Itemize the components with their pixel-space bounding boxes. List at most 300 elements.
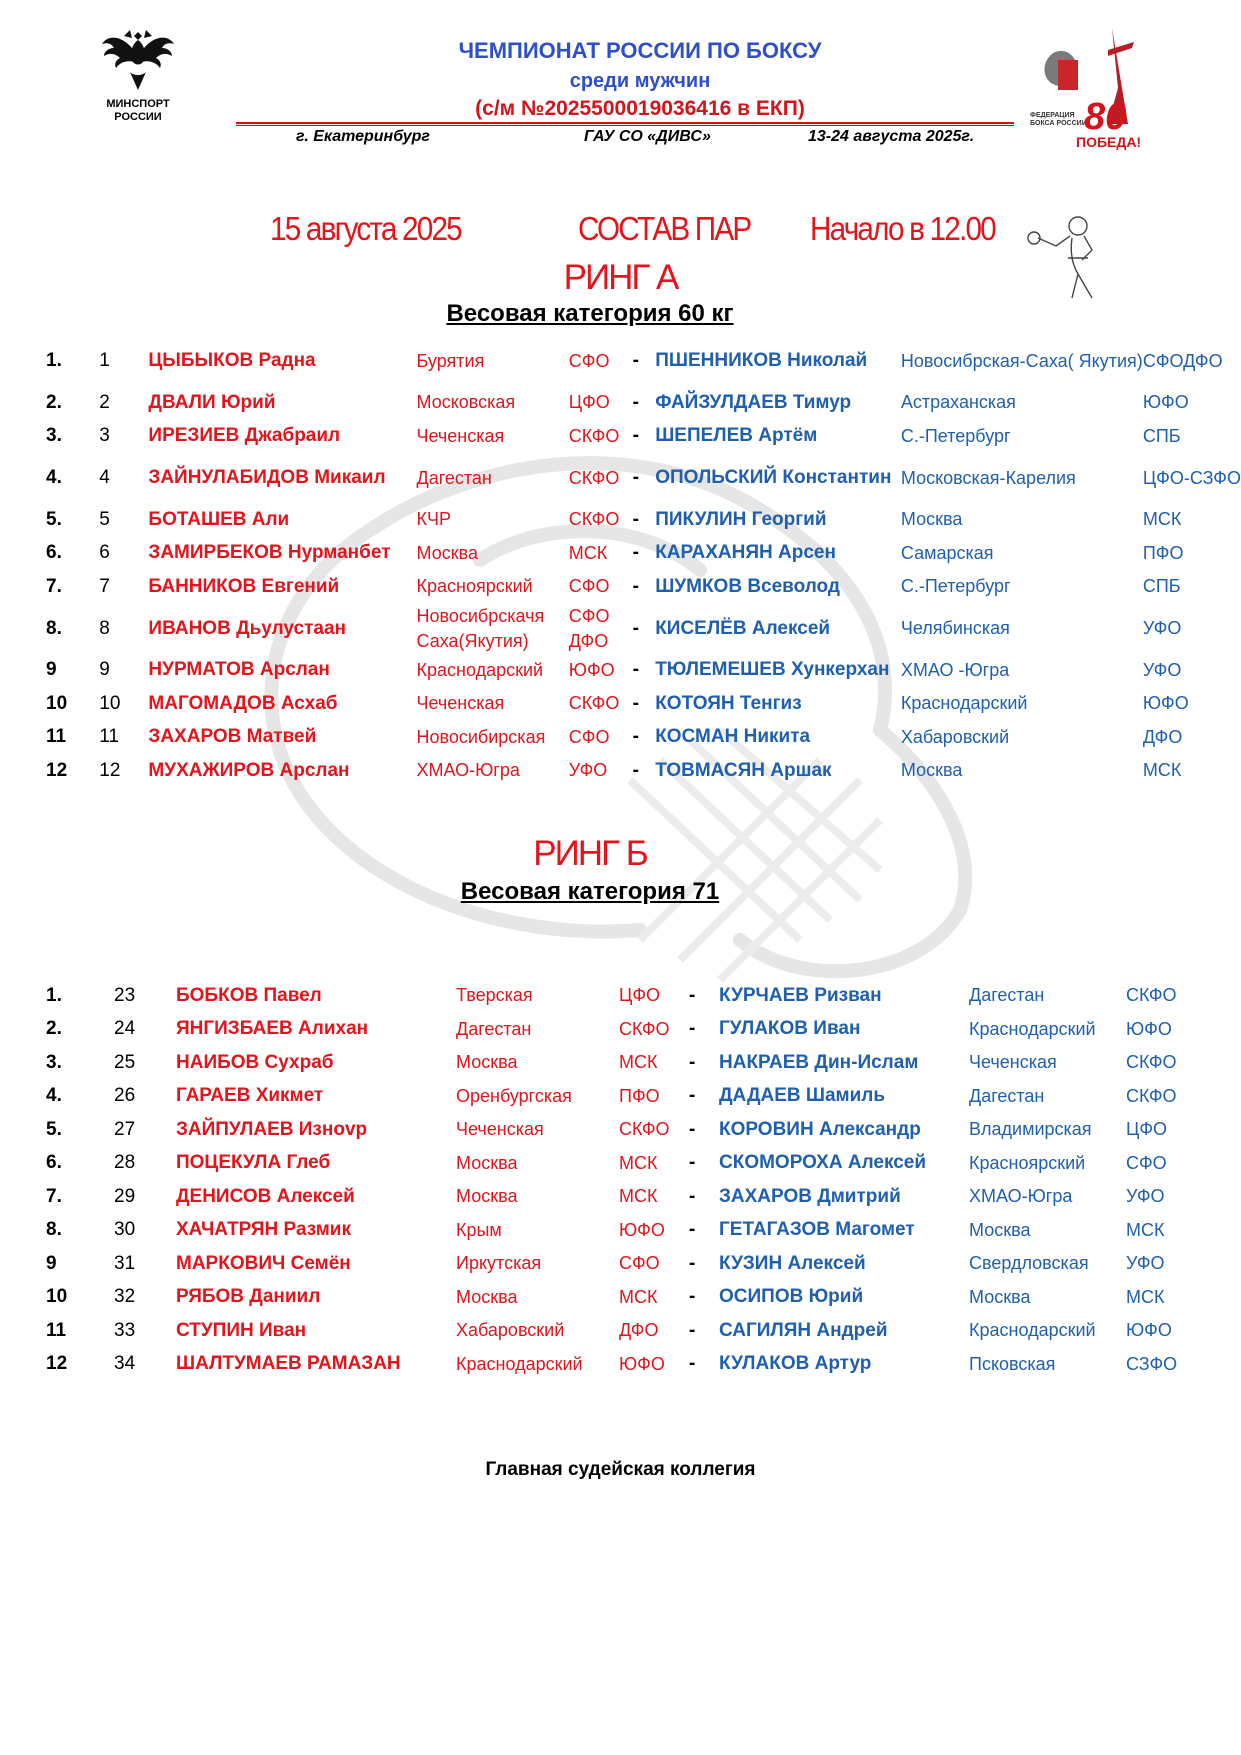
- blue-corner-region: [901, 604, 1143, 654]
- blue-corner-district: [1126, 1180, 1177, 1214]
- blue-corner-region: [969, 1046, 1126, 1080]
- blue-corner-region: [901, 453, 1143, 503]
- red-corner-district-line: ЦФО: [619, 985, 661, 1006]
- blue-corner-region-line: Челябинская: [900, 618, 1010, 638]
- red-corner-region: [456, 1147, 619, 1181]
- versus-separator: -: [689, 1018, 696, 1040]
- red-corner-region: [456, 1013, 619, 1047]
- row-number: 4.: [46, 1085, 62, 1107]
- red-corner-district-line: МСК: [619, 1186, 658, 1207]
- red-corner-boxer: ДВАЛИ Юрий: [148, 391, 276, 413]
- bout-number: 34: [114, 1353, 136, 1375]
- red-corner-region: [456, 1247, 619, 1281]
- blue-corner-region: [901, 336, 1143, 386]
- red-corner-district: [569, 453, 633, 503]
- blue-corner-region: [969, 1080, 1126, 1114]
- minsport-logo-line1: МИНСПОРТ: [106, 98, 170, 110]
- versus-separator: -: [689, 1353, 696, 1375]
- blue-corner-region-line: Саха( Якутия): [1025, 350, 1143, 371]
- red-corner-boxer: ДЕНИСОВ Алексей: [176, 1185, 355, 1207]
- red-corner-district-line: МСК: [568, 542, 608, 563]
- blue-corner-region-line: Свердловская: [969, 1253, 1089, 1274]
- bout-number: 9: [99, 659, 110, 681]
- bout-row: [38, 503, 1241, 537]
- bout-number: 32: [114, 1286, 136, 1308]
- blue-corner-region: [969, 1147, 1126, 1181]
- versus-separator: -: [632, 350, 639, 371]
- blue-corner-boxer: ШЕПЕЛЕВ Артём: [655, 425, 818, 447]
- ring-a-weight-category: Весовая категория 60 кг: [446, 300, 734, 327]
- red-corner-region: [456, 1180, 619, 1214]
- row-number: 4.: [46, 467, 62, 488]
- blue-corner-region: [901, 654, 1143, 688]
- red-corner-region: [417, 570, 569, 604]
- blue-corner-district: [1143, 336, 1241, 386]
- red-corner-district-line: МСК: [619, 1052, 658, 1073]
- blue-corner-district-line: МСК: [1142, 509, 1182, 530]
- red-corner-region-line: Краснодарский: [456, 1353, 583, 1374]
- red-corner-boxer: НУРМАТОВ Арслан: [148, 659, 330, 681]
- red-corner-boxer: НАИБОВ Сухраб: [176, 1051, 334, 1073]
- blue-corner-district-line: ДФО: [1183, 350, 1223, 371]
- red-corner-region: [417, 604, 569, 654]
- red-corner-district: [619, 1080, 689, 1114]
- red-corner-district: [569, 654, 633, 688]
- blue-corner-district-line: УФО: [1142, 618, 1182, 638]
- blue-corner-district: [1143, 604, 1241, 654]
- blue-corner-boxer: КОРОВИН Александр: [719, 1118, 921, 1140]
- bout-number: 8: [99, 617, 110, 639]
- red-corner-region-line: Хабаровский: [456, 1320, 565, 1341]
- blue-corner-district: [1143, 537, 1241, 571]
- blue-corner-boxer: КУЛАКОВ Артур: [719, 1353, 872, 1375]
- red-corner-district-line: СКФО: [568, 693, 620, 714]
- red-corner-region: [417, 754, 569, 788]
- bout-row: [38, 1013, 1177, 1047]
- red-corner-district-line: ПФО: [619, 1085, 660, 1106]
- blue-corner-region-line: Владимирская: [969, 1119, 1092, 1140]
- red-corner-district-line: СКФО: [568, 509, 620, 530]
- blue-corner-district-line: СКФО: [1126, 1085, 1177, 1106]
- blue-corner-boxer: КАРАХАНЯН Арсен: [655, 542, 836, 564]
- blue-corner-region-line: Краснодарский: [900, 693, 1028, 714]
- bout-row: [38, 420, 1241, 454]
- blue-corner-region: [969, 1113, 1126, 1147]
- red-corner-district: [619, 1180, 689, 1214]
- blue-corner-boxer: ОСИПОВ Юрий: [719, 1286, 864, 1308]
- red-corner-district: [569, 604, 633, 654]
- blue-corner-boxer: ГУЛАКОВ Иван: [719, 1018, 861, 1040]
- blue-corner-region-line: Московская-: [900, 467, 1006, 488]
- row-number: 2.: [46, 391, 62, 413]
- blue-corner-region-line: Новосибрская-: [900, 350, 1026, 371]
- row-number: 3.: [46, 1051, 62, 1073]
- red-corner-boxer: ПОЦЕКУЛА Глеб: [176, 1152, 331, 1174]
- row-number: 10: [46, 1286, 68, 1308]
- bout-number: 31: [114, 1252, 136, 1274]
- red-corner-district-line: ЮФО: [619, 1353, 665, 1374]
- red-corner-district-line: СКФО: [568, 467, 620, 488]
- blue-corner-boxer: ОПОЛЬСКИЙ Константин: [655, 467, 892, 488]
- red-corner-district: [619, 1314, 689, 1348]
- red-corner-district-line: СКФО: [568, 425, 620, 446]
- event-dates: 13-24 августа 2025г.: [808, 128, 975, 145]
- bout-row: [38, 654, 1241, 688]
- row-number: 1.: [46, 984, 62, 1006]
- row-number: 1.: [46, 350, 62, 371]
- bout-row: [38, 1080, 1177, 1114]
- versus-separator: -: [632, 542, 639, 564]
- bout-number: 3: [99, 425, 110, 447]
- blue-corner-district-line: МСК: [1142, 760, 1182, 781]
- red-corner-region-line: Дагестан: [416, 467, 492, 488]
- red-corner-region-line: Новосибрскачя: [416, 605, 545, 626]
- bout-number: 7: [99, 575, 110, 597]
- bout-number: 11: [99, 726, 119, 748]
- row-number: 10: [46, 692, 68, 714]
- red-corner-region-line: Москва: [456, 1152, 518, 1173]
- blue-corner-district: [1143, 386, 1241, 420]
- versus-separator: -: [689, 1252, 696, 1274]
- championship-subtitle: среди мужчин: [569, 70, 711, 92]
- red-corner-region: [417, 687, 569, 721]
- red-corner-region-line: КЧР: [416, 509, 451, 530]
- red-corner-district: [569, 503, 633, 537]
- blue-corner-region-line: Самарская: [900, 542, 994, 563]
- red-corner-region: [417, 420, 569, 454]
- start-time: Начало в 12.00: [810, 210, 995, 247]
- red-corner-district: [619, 1147, 689, 1181]
- blue-corner-boxer: КУЗИН Алексей: [719, 1252, 866, 1274]
- versus-separator: -: [632, 692, 639, 714]
- red-corner-district: [619, 979, 689, 1013]
- versus-separator: -: [632, 759, 639, 781]
- red-corner-district-line: СФО: [568, 350, 610, 371]
- red-corner-boxer: ЦЫБЫКОВ Радна: [148, 350, 316, 371]
- blue-corner-district: [1126, 1214, 1177, 1248]
- blue-corner-district: [1126, 1314, 1177, 1348]
- red-corner-region-line: Дагестан: [456, 1018, 532, 1039]
- event-city: г. Екатеринбург: [296, 128, 430, 145]
- red-corner-district-line: СКФО: [619, 1119, 670, 1140]
- row-number: 6.: [46, 542, 62, 564]
- blue-corner-region-line: Москва: [900, 509, 963, 530]
- blue-corner-district-line: СФО: [1142, 350, 1184, 371]
- blue-corner-district-line: СФО: [1126, 1152, 1167, 1173]
- versus-separator: -: [689, 1286, 696, 1308]
- ring-b-title: РИНГ Б: [533, 834, 647, 873]
- bout-number: 29: [114, 1185, 136, 1207]
- blue-corner-district-line: ЮФО: [1142, 693, 1189, 714]
- versus-separator: -: [632, 508, 639, 530]
- row-number: 9: [46, 1252, 57, 1274]
- blue-corner-boxer: ПШЕННИКОВ Николай: [655, 350, 868, 371]
- red-corner-district: [569, 386, 633, 420]
- bout-row: [38, 1247, 1177, 1281]
- blue-corner-boxer: ГЕТАГАЗОВ Магомет: [719, 1219, 915, 1241]
- blue-corner-boxer: КИСЕЛЁВ Алексей: [655, 617, 831, 639]
- red-corner-district: [619, 1214, 689, 1248]
- blue-corner-district: [1126, 1046, 1177, 1080]
- blue-corner-region: [901, 503, 1143, 537]
- versus-separator: -: [689, 1319, 696, 1341]
- blue-corner-boxer: НАКРАЕВ Дин-Ислам: [719, 1051, 919, 1073]
- versus-separator: -: [689, 1219, 696, 1241]
- bout-row: [38, 537, 1241, 571]
- blue-corner-district-line: СЗФО: [1189, 467, 1241, 488]
- blue-corner-region: [901, 754, 1143, 788]
- bout-row: [38, 754, 1241, 788]
- red-corner-region: [456, 1046, 619, 1080]
- red-corner-boxer: ЯНГИЗБАЕВ Алихан: [176, 1018, 369, 1040]
- red-corner-region: [456, 979, 619, 1013]
- blue-corner-district-line: ЦФО-: [1142, 467, 1190, 488]
- blue-corner-district: [1126, 1113, 1177, 1147]
- blue-corner-region-line: Красноярский: [969, 1152, 1086, 1173]
- blue-corner-district-line: ПФО: [1142, 542, 1184, 563]
- blue-corner-district-line: СПБ: [1142, 425, 1181, 446]
- chief-judges-panel: Главная судейская коллегия: [485, 1459, 756, 1480]
- blue-corner-region-line: Дагестан: [969, 1085, 1045, 1106]
- red-corner-district-line: СФО: [568, 576, 610, 597]
- red-corner-boxer: ЗАХАРОВ Матвей: [148, 726, 317, 748]
- blue-corner-region: [969, 1013, 1126, 1047]
- red-corner-district-line: ЮФО: [619, 1219, 665, 1240]
- red-corner-district: [619, 1281, 689, 1315]
- blue-corner-region: [969, 1214, 1126, 1248]
- bout-number: 12: [99, 759, 121, 781]
- boxing-federation-logo: [1030, 20, 1154, 155]
- red-corner-region-line: Иркутская: [456, 1253, 542, 1274]
- blue-corner-district-line: СЗФО: [1126, 1353, 1178, 1374]
- championship-title: ЧЕМПИОНАТ РОССИИ ПО БОКСУ: [458, 38, 822, 63]
- red-corner-district: [619, 1046, 689, 1080]
- blue-corner-district-line: ЮФО: [1142, 392, 1189, 413]
- red-corner-region-line: Крым: [456, 1219, 502, 1240]
- blue-corner-boxer: ДАДАЕВ Шамиль: [719, 1085, 886, 1107]
- row-number: 7.: [46, 1185, 62, 1207]
- blue-corner-district-line: МСК: [1126, 1219, 1165, 1240]
- blue-corner-boxer: ФАЙЗУЛДАЕВ Тимур: [655, 391, 852, 413]
- bout-row: [38, 386, 1241, 420]
- bout-row: [38, 721, 1241, 755]
- blue-corner-district: [1143, 453, 1241, 503]
- ekp-number: (с/м №2025500019036416 в ЕКП): [475, 97, 805, 120]
- red-corner-boxer: ИВАНОВ Дьулустаан: [148, 617, 347, 639]
- bout-number: 6: [99, 542, 110, 564]
- versus-separator: -: [689, 1118, 696, 1140]
- blue-corner-region: [901, 537, 1143, 571]
- eagle-emblem-icon: [98, 26, 178, 98]
- red-corner-region: [417, 386, 569, 420]
- blue-corner-boxer: ЗАХАРОВ Дмитрий: [719, 1185, 901, 1207]
- bout-number: 4: [99, 467, 110, 488]
- red-corner-district: [569, 420, 633, 454]
- blue-corner-region-line: ХМАО -Югра: [900, 659, 1010, 680]
- blue-corner-district: [1143, 570, 1241, 604]
- red-corner-region-line: Москва: [456, 1186, 518, 1207]
- blue-corner-region-line: Краснодарский: [969, 1320, 1096, 1341]
- blue-corner-region-line: Астраханская: [900, 392, 1016, 413]
- bout-row: [38, 570, 1241, 604]
- red-corner-region-line: Новосибирская: [416, 726, 546, 747]
- blue-corner-district-line: МСК: [1126, 1286, 1165, 1307]
- bout-row: [38, 1147, 1177, 1181]
- bout-number: 26: [114, 1085, 136, 1107]
- bout-row: [38, 1180, 1177, 1214]
- red-corner-region: [417, 503, 569, 537]
- blue-corner-region-line: ХМАО-Югра: [969, 1186, 1073, 1207]
- minsport-logo: [88, 26, 188, 124]
- blue-corner-district: [1126, 1247, 1177, 1281]
- red-corner-district-line: УФО: [568, 760, 608, 781]
- red-corner-region-line: Оренбургская: [456, 1085, 572, 1106]
- blue-corner-region: [969, 1348, 1126, 1382]
- bout-row: [38, 453, 1241, 503]
- blue-corner-boxer: КОСМАН Никита: [655, 726, 811, 748]
- anniversary-80: 80: [1084, 96, 1127, 138]
- bout-row: [38, 1281, 1177, 1315]
- bout-row: [38, 1348, 1177, 1382]
- red-corner-boxer: РЯБОВ Даниил: [176, 1286, 321, 1308]
- blue-corner-boxer: КОТОЯН Тенгиз: [655, 692, 802, 714]
- blue-corner-region-line: Чеченская: [969, 1052, 1057, 1073]
- bout-row: [38, 1046, 1177, 1080]
- blue-corner-district-line: СКФО: [1126, 1052, 1177, 1073]
- red-corner-region-line: Москва: [416, 542, 478, 563]
- blue-corner-boxer: КУРЧАЕВ Ризван: [719, 984, 882, 1006]
- federation-text-2: БОКСА РОССИИ: [1030, 120, 1087, 127]
- bout-number: 2: [99, 391, 110, 413]
- row-number: 6.: [46, 1152, 62, 1174]
- ring-b-bouts-table: [38, 979, 1177, 1381]
- red-corner-district: [619, 1113, 689, 1147]
- bout-row: [38, 1113, 1177, 1147]
- versus-separator: -: [689, 1185, 696, 1207]
- bout-row: [38, 979, 1177, 1013]
- red-corner-region: [456, 1348, 619, 1382]
- blue-corner-region-line: Москва: [969, 1219, 1031, 1240]
- versus-separator: -: [689, 984, 696, 1006]
- row-number: 5.: [46, 508, 62, 530]
- blue-corner-district: [1143, 721, 1241, 755]
- red-corner-region-line: ХМАО-Югра: [416, 760, 520, 781]
- red-corner-district-line: МСК: [619, 1286, 658, 1307]
- bout-number: 5: [99, 508, 110, 530]
- row-number: 5.: [46, 1118, 62, 1140]
- versus-separator: -: [632, 425, 639, 447]
- red-corner-boxer: МАРКОВИЧ Семён: [176, 1252, 351, 1274]
- versus-separator: -: [632, 391, 639, 413]
- blue-corner-district-line: СКФО: [1126, 985, 1177, 1006]
- ring-b-weight-category: Весовая категория 71: [460, 878, 720, 905]
- blue-corner-district: [1143, 654, 1241, 688]
- blue-corner-district: [1126, 1147, 1177, 1181]
- red-corner-region-line: Чеченская: [416, 693, 505, 714]
- red-corner-boxer: ЗАЙНУЛАБИДОВ Микаил: [148, 467, 386, 488]
- blue-corner-region: [969, 979, 1126, 1013]
- versus-separator: -: [632, 617, 639, 639]
- bout-date: 15 августа 2025: [270, 210, 461, 247]
- red-corner-region-line: Московская: [416, 392, 516, 413]
- blue-corner-district: [1143, 503, 1241, 537]
- blue-corner-region: [901, 420, 1143, 454]
- bout-number: 1: [99, 350, 110, 371]
- blue-corner-boxer: ПИКУЛИН Георгий: [655, 508, 827, 530]
- bout-number: 28: [114, 1152, 136, 1174]
- blue-corner-district: [1126, 1348, 1177, 1382]
- blue-corner-district-line: ЮФО: [1126, 1018, 1172, 1039]
- red-corner-district: [569, 336, 633, 386]
- blue-corner-region: [901, 570, 1143, 604]
- red-corner-region: [456, 1281, 619, 1315]
- red-corner-district-line: СКФО: [619, 1018, 670, 1039]
- red-corner-district: [569, 754, 633, 788]
- red-corner-region-line: Бурятия: [416, 350, 485, 371]
- ring-a-title: РИНГ А: [563, 258, 678, 297]
- blue-corner-district-line: ЦФО: [1126, 1119, 1168, 1140]
- bout-number: 10: [99, 692, 121, 714]
- red-corner-region: [456, 1080, 619, 1114]
- red-corner-district-line: ДФО: [568, 630, 609, 651]
- blue-corner-region-line: Москва: [900, 760, 963, 781]
- ring-a-bouts-table: [38, 336, 1241, 788]
- row-number: 11: [46, 726, 67, 748]
- red-corner-district: [569, 537, 633, 571]
- blue-corner-district: [1126, 979, 1177, 1013]
- red-corner-region-line: Красноярский: [416, 576, 533, 597]
- blue-corner-region: [901, 721, 1143, 755]
- versus-separator: -: [632, 726, 639, 748]
- red-corner-district-line: СФО: [568, 726, 610, 747]
- blue-corner-district: [1143, 687, 1241, 721]
- blue-corner-region: [901, 687, 1143, 721]
- blue-corner-region-line: С.-Петербург: [900, 576, 1011, 597]
- minsport-logo-line2: РОССИИ: [114, 111, 162, 123]
- red-corner-district: [619, 1348, 689, 1382]
- bout-number: 33: [114, 1319, 136, 1341]
- blue-corner-region-line: С.-Петербург: [900, 425, 1011, 446]
- bout-number: 23: [114, 984, 136, 1006]
- red-corner-boxer: БОБКОВ Павел: [176, 984, 322, 1006]
- header-divider-thin: [236, 125, 1014, 126]
- red-corner-boxer: МУХАЖИРОВ Арслан: [148, 759, 350, 781]
- bout-row: [38, 604, 1241, 654]
- red-corner-district: [569, 687, 633, 721]
- bout-row: [38, 1314, 1177, 1348]
- red-corner-district-line: СФО: [568, 605, 610, 626]
- header-divider: [236, 122, 1014, 124]
- red-corner-region-line: Москва: [456, 1052, 518, 1073]
- blue-corner-boxer: САГИЛЯН Андрей: [719, 1319, 888, 1341]
- row-number: 7.: [46, 575, 62, 597]
- blue-corner-boxer: ШУМКОВ Всеволод: [655, 575, 840, 597]
- blue-corner-region: [901, 386, 1143, 420]
- schedule-title: СОСТАВ ПАР: [578, 210, 751, 247]
- red-corner-district: [569, 721, 633, 755]
- red-corner-region-line: Москва: [456, 1286, 518, 1307]
- bout-number: 25: [114, 1051, 136, 1073]
- row-number: 12: [46, 1353, 68, 1375]
- red-corner-boxer: ГАРАЕВ Хикмет: [176, 1085, 324, 1107]
- red-corner-boxer: МАГОМАДОВ Асхаб: [148, 692, 338, 714]
- red-corner-district-line: ЦФО: [568, 392, 610, 413]
- row-number: 2.: [46, 1018, 62, 1040]
- versus-separator: -: [689, 1051, 696, 1073]
- blue-corner-district: [1126, 1013, 1177, 1047]
- blue-corner-region-line: Псковская: [969, 1353, 1056, 1374]
- blue-corner-district: [1126, 1281, 1177, 1315]
